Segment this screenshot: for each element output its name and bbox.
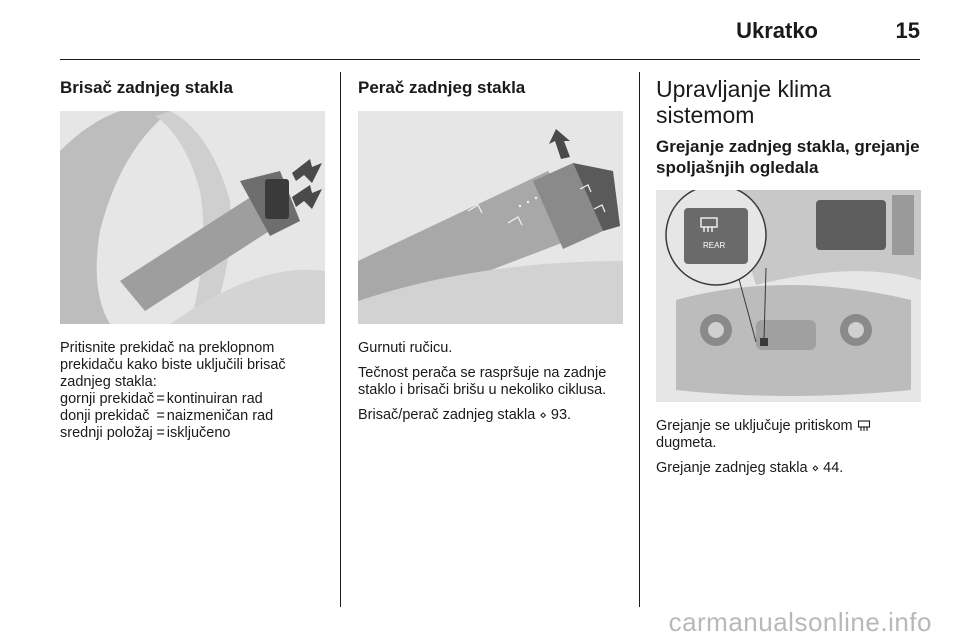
reference-page: 44. xyxy=(823,460,844,476)
position-term: srednji položaj xyxy=(60,425,153,441)
intro-paragraph: Pritisnite prekidač na preklopnom prekidaču kako biste uključili brisač zadnjeg stakla: xyxy=(60,340,286,390)
column-rear-washer xyxy=(358,72,623,424)
watermark: carmanualsonline.info xyxy=(668,607,932,637)
heating-instruction-text: Grejanje se uključuje pritiskom xyxy=(656,418,853,434)
section-heading-rear-washer: Perač zadnjeg stakla xyxy=(358,78,526,97)
page-reference-arrow-icon: ⋄ xyxy=(811,461,820,475)
table-row xyxy=(60,391,273,408)
section-heading-heated-rear-window: Grejanje zadnjeg stakla, grejanje spoljašnjih ogledala xyxy=(656,137,920,177)
position-value: isključeno xyxy=(166,425,231,441)
position-term: gornji prekidač xyxy=(60,391,155,407)
page-number: 15 xyxy=(895,18,920,43)
column-rear-wiper xyxy=(60,72,325,442)
washer-cross-reference xyxy=(358,407,623,424)
reference-text: Grejanje zadnjeg stakla xyxy=(656,460,808,476)
figure-rear-washer-stalk xyxy=(358,111,623,324)
rear-window-heating-icon xyxy=(857,419,871,433)
figure-climate-panel xyxy=(656,190,921,402)
column-divider-1 xyxy=(340,72,341,607)
washer-description: Tečnost perača se raspršuje na zadnje staklo i brisači brišu u nekoliko ciklusa. xyxy=(358,365,607,398)
table-row xyxy=(60,408,273,425)
position-value: naizmeničan rad xyxy=(166,408,274,424)
wiper-positions-table xyxy=(60,391,273,442)
equals-sign: = xyxy=(156,408,165,424)
rear-button-label: REAR xyxy=(703,241,726,250)
section-heading-rear-wiper: Brisač zadnjeg stakla xyxy=(60,78,233,97)
page-reference-arrow-icon: ⋄ xyxy=(539,408,547,422)
column-climate-control xyxy=(656,72,921,477)
figure-rear-wiper-stalk xyxy=(60,111,325,324)
table-row xyxy=(60,425,273,442)
column-divider-2 xyxy=(639,72,640,607)
page-header-title: Ukratko xyxy=(736,18,818,43)
heating-cross-reference xyxy=(656,460,921,477)
equals-sign: = xyxy=(156,391,165,407)
equals-sign: = xyxy=(156,425,165,441)
heating-instruction-tail: dugmeta. xyxy=(656,435,717,451)
reference-page: 93. xyxy=(550,407,572,423)
position-term: donji prekidač xyxy=(60,408,150,424)
position-value: kontinuiran rad xyxy=(166,391,263,407)
header-rule xyxy=(60,59,920,60)
heating-instruction xyxy=(656,418,921,452)
reference-text: Brisač/perač zadnjeg stakla xyxy=(358,407,536,423)
chapter-heading-climate: Upravljanje klima sistemom xyxy=(656,76,832,128)
washer-instruction: Gurnuti ručicu. xyxy=(358,340,453,356)
